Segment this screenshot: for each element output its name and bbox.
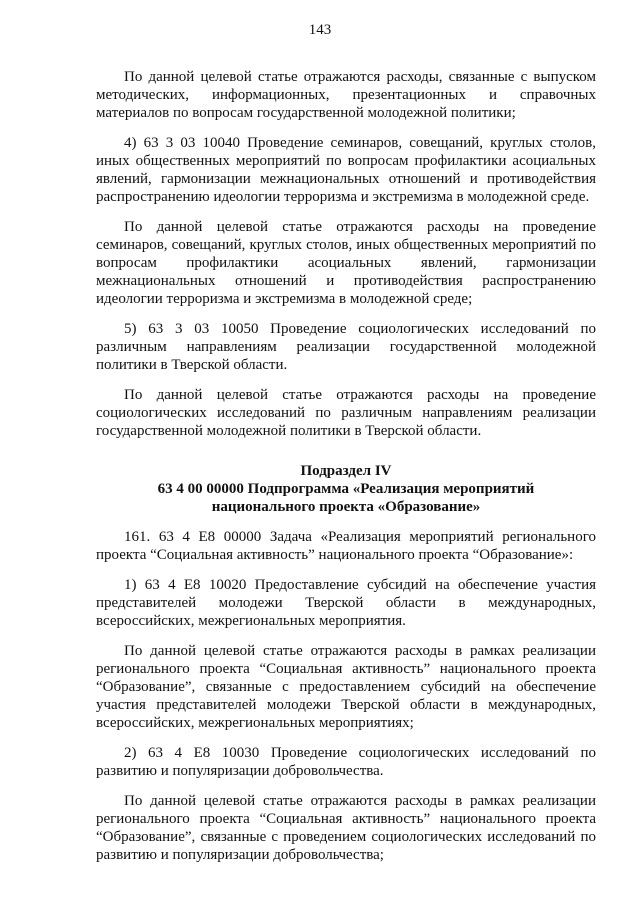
paragraph: 2) 63 4 E8 10030 Проведение социологических исследований по развитию и популяризации добровольчества. [96, 745, 596, 779]
section-heading-line: Подраздел IV [300, 463, 392, 479]
page-number: 143 [308, 22, 332, 38]
section-heading-line: 63 4 00 00000 Подпрограмма «Реализация мероприятий [157, 481, 535, 497]
paragraph: По данной целевой статье отражаются расходы на проведение социологических исследований по различным направлениям реализации государственной молодежной политики в Тверской области. [96, 387, 596, 439]
paragraph: 4) 63 3 03 10040 Проведение семинаров, совещаний, круглых столов, иных общественных мероприятий по вопросам профилактики асоциальных явлений, гармонизации межнациональных отношений и противодействия распространению идеологии терроризма и экстремизма в молодежной среде. [96, 135, 596, 205]
paragraph: По данной целевой статье отражаются расходы в рамках реализации регионального проекта “Социальная активность” национального проекта “Образование”, связанные с предоставлением субсидий на обеспечение участия представителей молодежи Тверской области в международных, всероссийских, межрегиональных мероприятиях; [96, 643, 596, 731]
document-body [96, 68, 596, 876]
paragraph: По данной целевой статье отражаются расходы в рамках реализации регионального проекта “Социальная активность” национального проекта “Образование”, связанные с проведением социологических исследований по развитию и популяризации добровольчества; [96, 793, 596, 863]
paragraph: 161. 63 4 E8 00000 Задача «Реализация мероприятий регионального проекта “Социальная активность” национального проекта “Образование»: [96, 529, 596, 563]
paragraph: По данной целевой статье отражаются расходы на проведение семинаров, совещаний, круглых столов, иных общественных мероприятий по вопросам профилактики асоциальных явлений, гармонизации межнациональных отношений и противодействия распространению идеологии терроризма и экстремизма в молодежной среде; [96, 219, 596, 307]
section-heading [96, 462, 596, 516]
paragraph: По данной целевой статье отражаются расходы, связанные с выпуском методических, информационных, презентационных и справочных материалов по вопросам государственной молодежной политики; [96, 69, 596, 121]
section-heading-line: национального проекта «Образование» [211, 499, 481, 515]
paragraph: 1) 63 4 E8 10020 Предоставление субсидий на обеспечение участия представителей молодежи Тверской области в международных, всероссийских, межрегиональных мероприятия. [96, 577, 596, 629]
paragraph: 5) 63 3 03 10050 Проведение социологических исследований по различным направлениям реализации государственной молодежной политики в Тверской области. [96, 321, 596, 373]
